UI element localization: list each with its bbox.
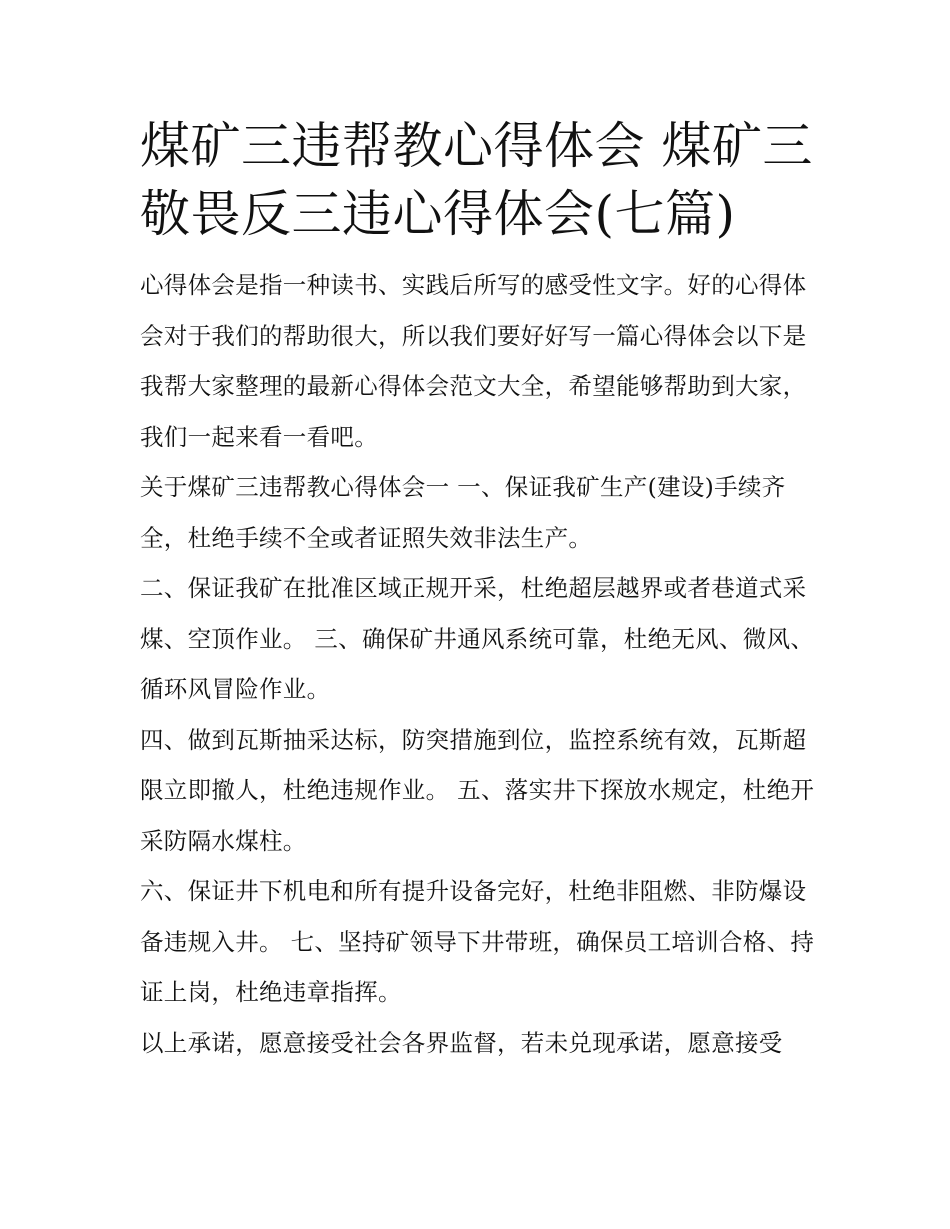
paragraph-intro: 心得体会是指一种读书、实践后所写的感受性文字。好的心得体会对于我们的帮助很大，所以我们要好好写一篇心得体会以下是我帮大家整理的最新心得体会范文大全，希望能够帮助到大家，我们一起来看一看吧。 <box>140 271 807 451</box>
paragraph-3: 四、做到瓦斯抽采达标，防突措施到位，监控系统有效，瓦斯超限立即撤人，杜绝违规作业。 五、落实井下探放水规定，杜绝开采防隔水煤柱。 <box>140 725 815 855</box>
document-title: 煤矿三违帮教心得体会 煤矿三敬畏反三违心得体会(七篇) <box>140 117 813 243</box>
paragraph-1: 关于煤矿三违帮教心得体会一 一、保证我矿生产(建设)手续齐全，杜绝手续不全或者证照失效非法生产。 <box>140 473 786 552</box>
paragraph-5: 以上承诺，愿意接受社会各界监督，若未兑现承诺，愿意接受 <box>140 1028 783 1057</box>
document-page <box>140 112 815 1068</box>
paragraph-4: 六、保证井下机电和所有提升设备完好，杜绝非阻燃、非防爆设备违规入井。 七、坚持矿领导下井带班，确保员工培训合格、持证上岗，杜绝违章指挥。 <box>140 877 815 1006</box>
paragraph-2: 二、保证我矿在批准区域正规开采，杜绝超层越界或者巷道式采煤、空顶作业。 三、确保矿井通风系统可靠，杜绝无风、微风、循环风冒险作业。 <box>140 574 815 703</box>
